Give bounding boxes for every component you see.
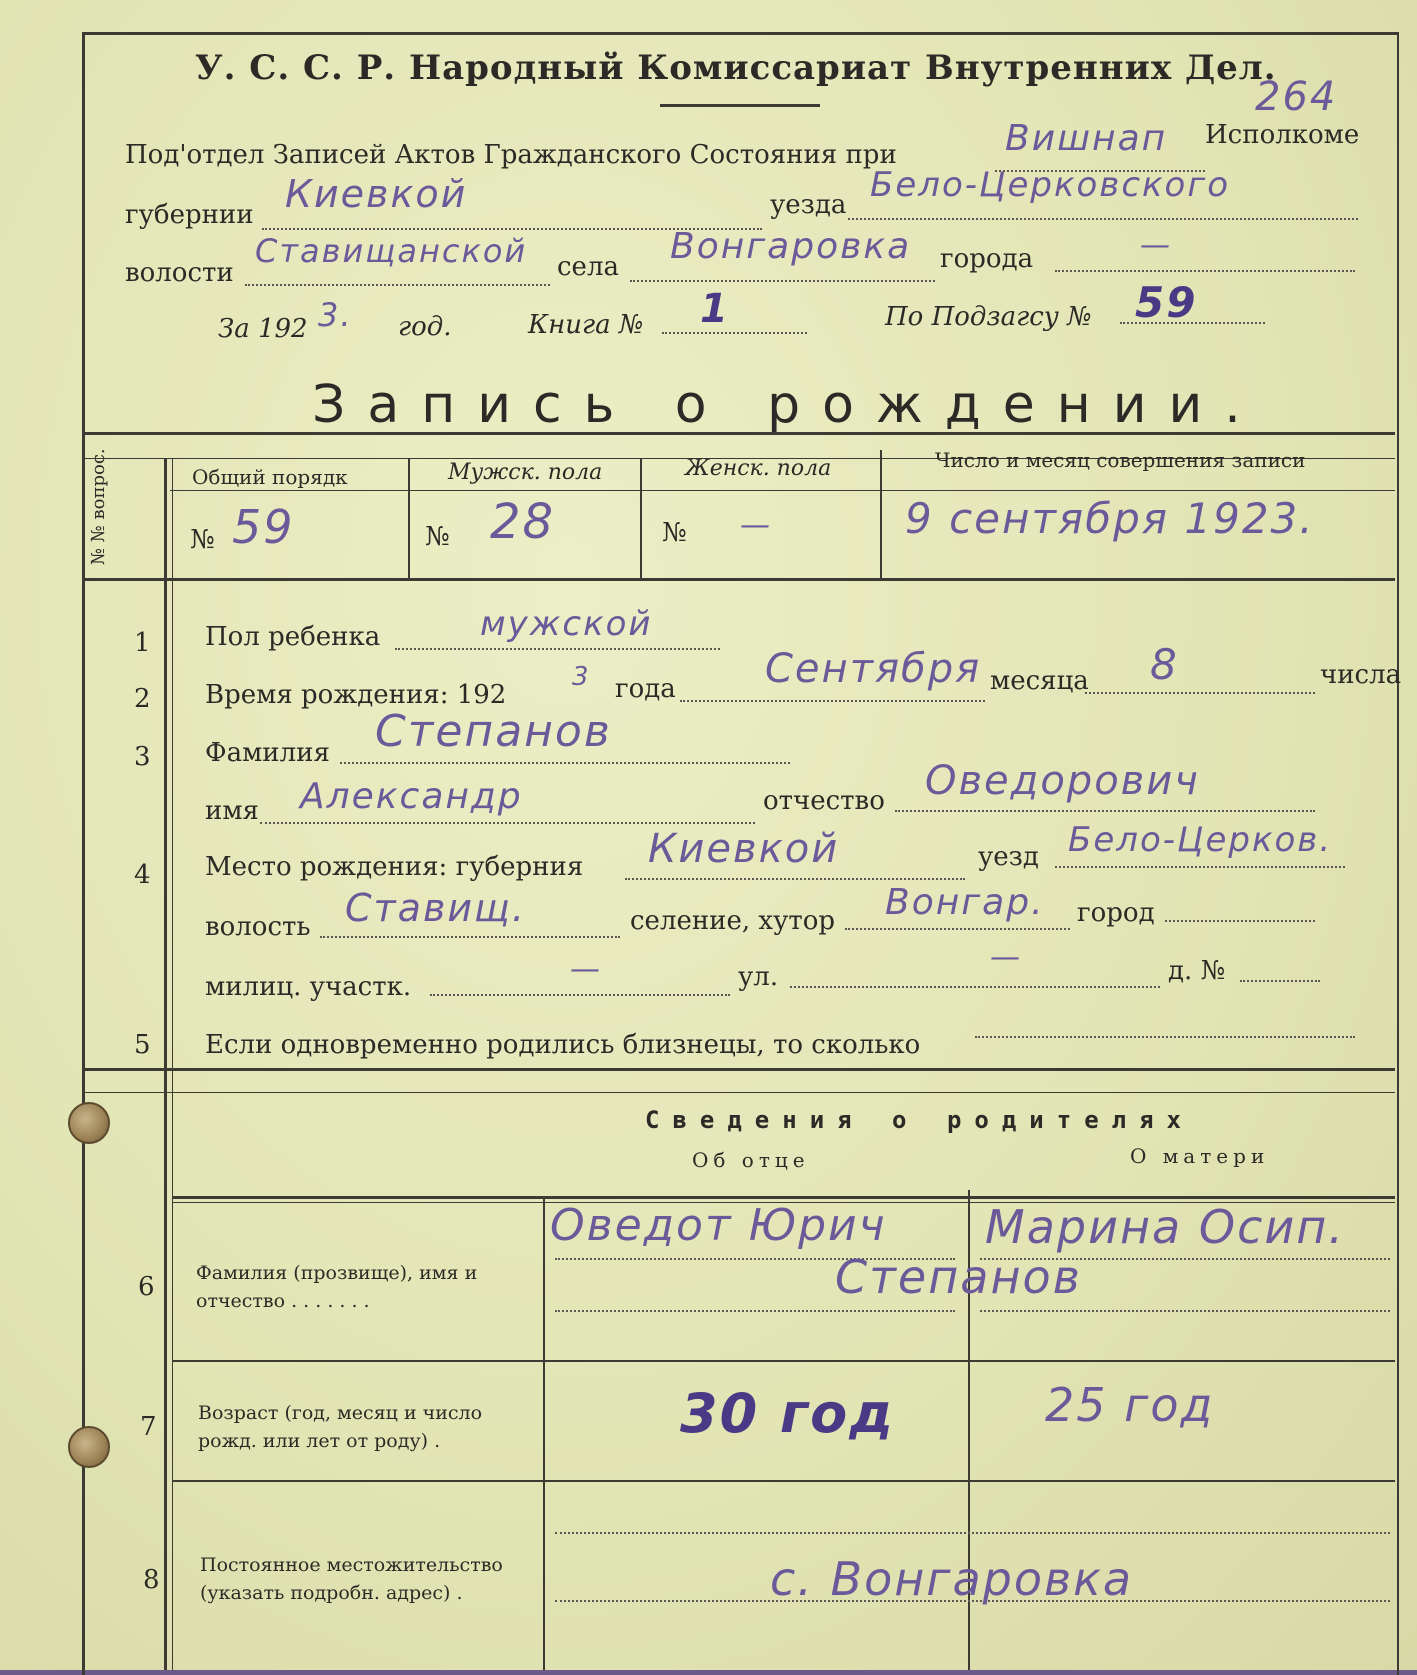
question-column-divider-2 [172, 458, 173, 1670]
house-label: д. № [1168, 956, 1226, 986]
uezd-handwritten: Бело-Церков. [1068, 820, 1333, 860]
street-line [790, 986, 1160, 988]
uezd-label: уезд [978, 842, 1039, 872]
name-label: имя [205, 796, 259, 826]
goda-label: года [615, 674, 676, 704]
general-order-header: Общий порядк [192, 465, 348, 489]
record-date-header: Число и месяц совершения записи [935, 448, 1306, 472]
q6-label-2: отчество . . . . . . . [196, 1290, 370, 1312]
patronymic-handwritten: Оведорович [925, 758, 1200, 804]
male-handwritten: 28 [490, 494, 556, 550]
podzags-label: По Подзагсу № [885, 302, 1092, 332]
q7-label-1: Возраст (год, месяц и число [198, 1402, 483, 1424]
uezda-handwritten: Бело-Церковского [870, 165, 1231, 205]
mother-age-handwritten: 25 год [1045, 1378, 1215, 1432]
row8-top [172, 1480, 1395, 1482]
militia-line [430, 994, 730, 996]
twins-line [975, 1036, 1355, 1038]
table-header-line [170, 490, 1395, 491]
question-number-1: 1 [134, 628, 151, 658]
uezda-label: уезда [770, 190, 847, 220]
title-underline [660, 104, 820, 107]
sex-handwritten: мужской [480, 604, 653, 644]
question-column-divider [164, 458, 167, 1670]
patronymic-label: отчество [763, 786, 885, 816]
gorod-label: город [1077, 898, 1155, 928]
year-prefix: За 192 [218, 314, 308, 344]
q8-label-2: (указать подробн. адрес) . [200, 1582, 463, 1604]
volost-line [320, 936, 620, 938]
father-column-divider [543, 1196, 545, 1670]
father-header: Об отце [692, 1148, 810, 1172]
parents-top-border [85, 1068, 1395, 1071]
sela-line [630, 280, 935, 282]
birth-month-line [680, 700, 985, 702]
general-order-prefix: № [190, 525, 215, 555]
question-number-header: № № вопрос. [88, 448, 109, 565]
podzags-handwritten: 59 [1135, 278, 1198, 327]
selenie-label: селение, хутор [630, 906, 836, 936]
sela-label: села [557, 252, 619, 282]
selenie-handwritten: Вонгар. [885, 882, 1045, 923]
col-divider-3 [880, 450, 882, 578]
record-date-handwritten: 9 сентября 1923. [905, 494, 1315, 543]
row6-top [172, 1196, 1395, 1199]
selenie-line [845, 928, 1070, 930]
birth-year-handwritten: 3 [572, 662, 591, 692]
kniga-line [662, 332, 807, 334]
q6-label-1: Фамилия (прозвище), имя и [196, 1262, 478, 1284]
goroda-line [1055, 270, 1355, 272]
name-line [260, 822, 755, 824]
street-handwritten: — [990, 940, 1022, 975]
militia-handwritten: — [570, 952, 602, 987]
volosti-label: волости [125, 258, 234, 288]
chisla-label: числа [1320, 660, 1402, 690]
ispolkom-handwritten: Вишнап [1005, 118, 1168, 159]
q8-label-1: Постоянное местожительство [200, 1554, 503, 1576]
street-label: ул. [738, 962, 779, 992]
uezd-line [1055, 866, 1345, 868]
address-handwritten: с. Вонгаровка [770, 1552, 1134, 1606]
question-number-3: 3 [134, 742, 151, 772]
question-number-8: 8 [143, 1565, 160, 1595]
goroda-label: города [940, 244, 1034, 274]
record-title: Запись о рождении. [312, 375, 1263, 435]
row6-father-line-2 [555, 1310, 955, 1312]
year-handwritten: 3. [318, 296, 353, 334]
question-number-7: 7 [140, 1412, 157, 1442]
volosti-line [245, 284, 550, 286]
militia-label: милиц. участк. [205, 972, 412, 1002]
birthplace-gub-line [625, 878, 965, 880]
gubernii-handwritten: Киевкой [285, 172, 468, 216]
male-prefix: № [425, 522, 450, 552]
question-number-2: 2 [134, 684, 151, 714]
kniga-label: Книга № [528, 310, 644, 340]
birthplace-gub-handwritten: Киевкой [648, 826, 840, 872]
sex-label: Пол ребенка [205, 622, 381, 652]
twins-label: Если одновременно родились близнецы, то сколько [205, 1030, 921, 1060]
table-top-border [85, 432, 1395, 435]
row7-top [172, 1360, 1395, 1362]
sela-handwritten: Вонгаровка [670, 226, 912, 267]
birth-day-handwritten: 8 [1150, 640, 1179, 689]
volosti-handwritten: Ставищанской [255, 232, 528, 270]
mother-header: О матери [1130, 1144, 1270, 1168]
surname-handwritten: Степанов [375, 706, 612, 757]
female-header: Женск. пола [685, 456, 832, 481]
surname-label: Фамилия [205, 738, 330, 768]
volost-label: волость [205, 912, 311, 942]
father-name-handwritten: Оведот Юрич [550, 1200, 887, 1251]
female-prefix: № [662, 518, 687, 548]
mother-name-handwritten: Марина Осип. [985, 1200, 1345, 1254]
gubernii-label: губернии [125, 200, 254, 230]
name-handwritten: Александр [300, 776, 523, 817]
sex-line [395, 648, 720, 650]
birth-month-handwritten: Сентября [765, 646, 982, 692]
goroda-handwritten: — [1140, 228, 1172, 263]
house-line [1240, 980, 1320, 982]
year-suffix: год. [398, 312, 452, 342]
question-number-5: 5 [134, 1030, 151, 1060]
col-divider-2 [640, 458, 642, 578]
birth-day-line [1085, 692, 1315, 694]
corner-number-handwritten: 264 [1255, 74, 1338, 120]
birthplace-label: Место рождения: губерния [205, 852, 584, 882]
punch-hole-lower [68, 1426, 110, 1468]
father-age-handwritten: 30 год [680, 1382, 895, 1445]
general-order-handwritten: 59 [232, 500, 295, 554]
mesyatsa-label: месяца [990, 666, 1089, 696]
q7-label-2: рожд. или лет от роду) . [198, 1430, 441, 1452]
male-header: Мужск. пола [448, 460, 603, 485]
patronymic-line [895, 810, 1315, 812]
surname-line [340, 762, 790, 764]
gorod-line [1165, 920, 1315, 922]
subdept-label: Под'отдел Записей Актов Гражданского Состояния при [125, 140, 897, 170]
ispolkom-label: Исполкоме [1205, 120, 1360, 150]
table-bottom-border [85, 578, 1395, 581]
father-surname-handwritten: Степанов [835, 1250, 1082, 1304]
form-title: У. С. С. Р. Народный Комиссариат Внутренних Дел. [195, 48, 1277, 88]
volost-handwritten: Ставищ. [345, 886, 526, 930]
kniga-handwritten: 1 [700, 286, 730, 332]
col-divider-1 [408, 458, 410, 578]
question-number-6: 6 [138, 1272, 155, 1302]
female-handwritten: — [740, 508, 772, 543]
question-number-4: 4 [134, 860, 151, 890]
parents-top-border-2 [85, 1092, 1395, 1093]
uezda-line [848, 218, 1358, 220]
birth-time-label: Время рождения: 192 [205, 680, 507, 710]
parents-header: Сведения о родителях [645, 1106, 1194, 1134]
row8-line-1 [555, 1532, 1390, 1534]
punch-hole-upper [68, 1102, 110, 1144]
